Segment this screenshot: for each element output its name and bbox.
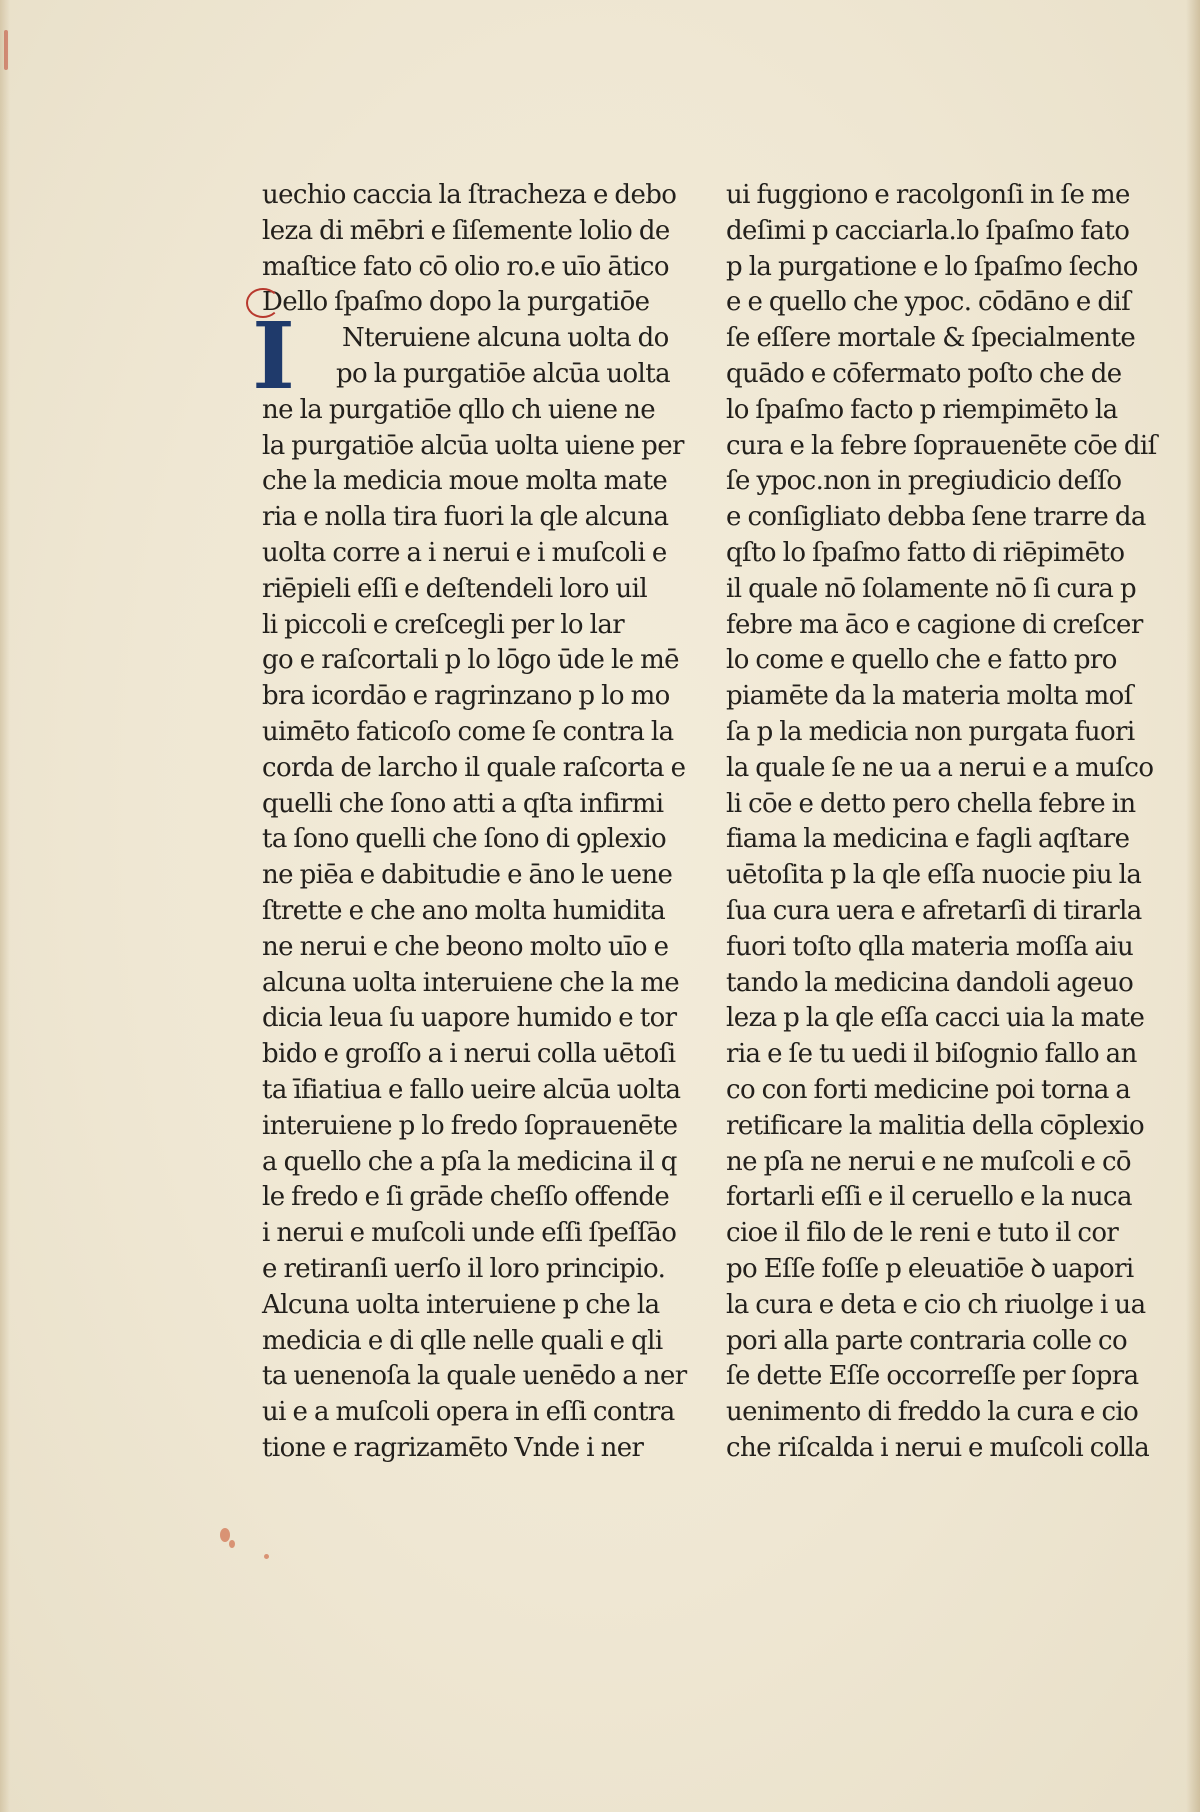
text-line: ria e nolla tira fuori la qle alcuna: [262, 502, 669, 533]
text-line: ui e a muſcoli opera in eſſi contra: [262, 1397, 675, 1428]
text-line: i nerui e muſcoli unde eſſi ſpeſſāo: [262, 1218, 677, 1249]
text-line: ne nerui e che beono molto uīo e: [262, 931, 669, 962]
text-line: cioe il filo de le reni e tuto il cor: [726, 1218, 1119, 1249]
text-line: che riſcalda i nerui e muſcoli colla: [726, 1432, 1150, 1463]
text-line: la purgatiōe alcūa uolta uiene per: [262, 430, 684, 461]
text-line: ſe eſſere mortale & ſpecialmente: [726, 323, 1136, 354]
text-line: a quello che a pſa la medicina il q: [262, 1146, 677, 1177]
chapter-heading-text: Dello ſpaſmo dopo la purgatiōe: [262, 287, 650, 318]
text-line: go e raſcortali p lo lōgo ūde le mē: [262, 645, 679, 676]
text-line: ui fuggiono e racolgonſi in ſe me: [726, 180, 1130, 210]
text-line: interuiene p lo fredo ſoprauenēte: [262, 1110, 678, 1141]
text-line: riēpieli eſſi e deſtendeli loro uil: [262, 573, 648, 604]
text-line: Alcuna uolta interuiene p che la: [262, 1289, 660, 1320]
text-line: uētoſita p la qle eſſa nuocie piu la: [726, 860, 1142, 891]
text-line: alcuna uolta interuiene che la me: [262, 967, 680, 998]
text-line: ſtrette e che ano molta humidita: [262, 895, 666, 926]
text-line: che la medicia moue molta mate: [262, 466, 668, 497]
text-line: e conſigliato debba ſene trarre da: [726, 502, 1146, 533]
text-line: leza di mēbri e ſiſemente lolio de: [262, 215, 670, 246]
margin-stain: [4, 30, 8, 70]
text-line: maſtice fato cō olio ro.e uīo ātico: [262, 251, 669, 282]
text-line: e e quello che ypoc. cōdāno e diſ: [726, 287, 1131, 318]
text-line: ſa p la medicia non purgata fuori: [726, 716, 1135, 747]
initial-letter: I: [252, 302, 296, 410]
chapter-heading: [262, 285, 658, 321]
text-line: tando la medicina dandoli ageuo: [726, 967, 1134, 998]
text-line: po la purgatiōe alcūa uolta: [336, 358, 671, 389]
text-line: deſimi p cacciarla.lo ſpaſmo fato: [726, 215, 1130, 246]
text-line: le fredo e ſi grāde cheſſo offende: [262, 1182, 670, 1213]
text-line: tione e ragrizamēto Vnde i ner: [262, 1432, 644, 1463]
text-line: bra icordāo e ragrinzano p lo mo: [262, 681, 670, 712]
page-left-edge: [0, 0, 10, 1812]
text-line: uolta corre a i nerui e i muſcoli e: [262, 537, 667, 568]
text-line: ne pſa ne nerui e ne muſcoli e cō: [726, 1146, 1131, 1177]
text-line: pori alla parte contraria colle co: [726, 1325, 1128, 1356]
text-line: ne la purgatiōe qllo ch uiene ne: [262, 394, 656, 425]
text-line: ſe dette Eſſe occorreſſe per ſopra: [726, 1361, 1139, 1392]
text-line: Nteruiene alcuna uolta do: [342, 323, 669, 354]
text-line: lo come e quello che e fatto pro: [726, 645, 1117, 676]
text-line: il quale nō ſolamente nō ſi cura p: [726, 573, 1137, 604]
text-line: dicia leua ſu uapore humido e tor: [262, 1003, 677, 1034]
text-line: bido e groſſo a i nerui colla uētoſi: [262, 1039, 676, 1070]
text-line: e retiranſi uerſo il loro principio.: [262, 1253, 666, 1284]
text-line: li cōe e detto pero chella febre in: [726, 788, 1136, 819]
text-line: qſto lo ſpaſmo fatto di riēpimēto: [726, 537, 1125, 568]
text-line: leza p la qle eſſa cacci uia la mate: [726, 1003, 1145, 1034]
text-line: ta uenenoſa la quale uenēdo a ner: [262, 1361, 687, 1392]
text-line: fortarli eſſi e il ceruello e la nuca: [726, 1182, 1132, 1213]
text-line: ne piēa e dabitudie e āno le uene: [262, 860, 673, 891]
text-line: ta ſono quelli che ſono di ꝯplexio: [262, 824, 667, 855]
text-line: lo ſpaſmo facto p riempimēto la: [726, 394, 1118, 425]
text-line: ſe ypoc.non in pregiudicio deſſo: [726, 466, 1122, 497]
text-line: fuori toſto qlla materia moſſa aiu: [726, 931, 1134, 962]
text-line: fiama la medicina e fagli aqſtare: [726, 824, 1130, 855]
text-line: la cura e deta e cio ch riuolge i ua: [726, 1289, 1146, 1320]
ink-stain: [229, 1540, 235, 1548]
ink-stain: [264, 1554, 269, 1559]
text-line: ria e ſe tu uedi il biſognio fallo an: [726, 1039, 1137, 1070]
text-line: ſua cura uera e afretarſi di tirarla: [726, 895, 1142, 926]
left-text-column: [262, 178, 687, 1467]
text-line: quelli che ſono atti a qſta infirmi: [262, 788, 664, 819]
text-line: piamēte da la materia molta moſ: [726, 681, 1133, 712]
ink-stain: [220, 1528, 230, 1542]
text-line: uenimento di freddo la cura e cio: [726, 1397, 1139, 1428]
text-line: la quale ſe ne ua a nerui e a muſco: [726, 752, 1154, 783]
text-line: quādo e cōfermato poſto che de: [726, 358, 1122, 389]
text-line: li piccoli e creſcegli per lo lar: [262, 609, 625, 640]
text-line: ta īfiatiua e fallo ueire alcūa uolta: [262, 1074, 681, 1105]
text-line: medicia e di qlle nelle quali e qli: [262, 1325, 663, 1356]
right-text-column: [726, 178, 1157, 1467]
text-line: uimēto faticoſo come ſe contra la: [262, 716, 674, 747]
page-right-edge: [1186, 0, 1200, 1812]
text-line: co con forti medicine poi torna a: [726, 1074, 1131, 1105]
text-line: retificare la malitia della cōplexio: [726, 1110, 1145, 1141]
text-line: febre ma āco e cagione di creſcer: [726, 609, 1143, 640]
text-line: cura e la febre ſoprauenēte cōe diſ: [726, 430, 1157, 461]
text-line: p la purgatione e lo ſpaſmo ſecho: [726, 251, 1138, 282]
text-line: corda de larcho il quale raſcorta e: [262, 752, 686, 783]
text-line: po Eſſe foſſe p eleuatiōe ꝺ uapori: [726, 1253, 1134, 1284]
text-line: uechio caccia la ſtracheza e debo: [262, 180, 677, 210]
